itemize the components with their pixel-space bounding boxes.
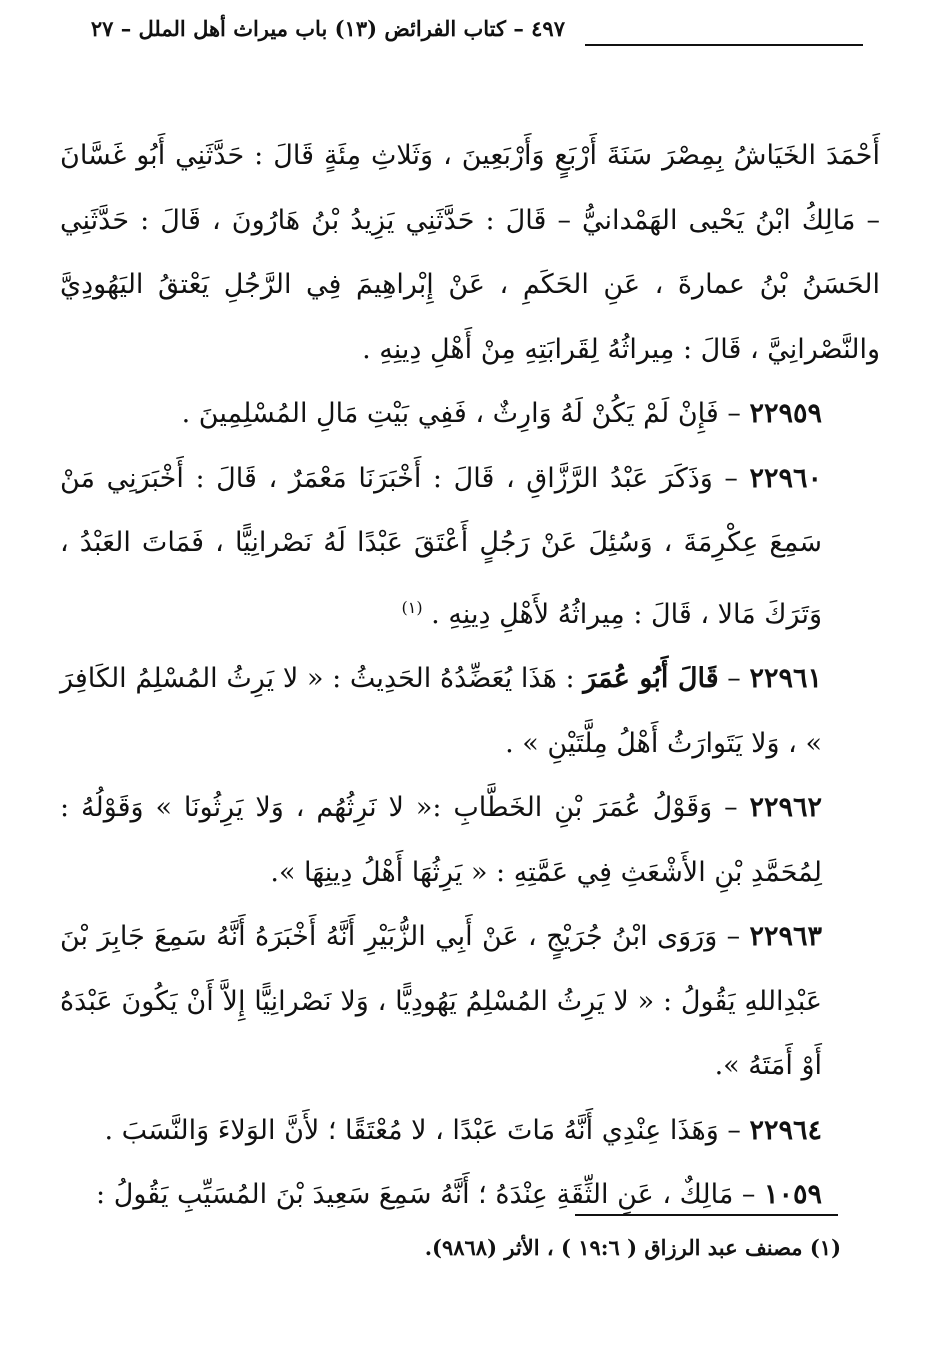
paragraph-text: وَقَوْلُ عُمَرَ بْنِ الخَطَّابِ :« لا نَرِثُهُم ، وَلا يَرِثُونَا » وَقَوْلُهُ : لِمُحَمَّدِ بْنِ الأَشْعَثِ فِي عَمَّتِهِ : « يَرِثُهَا أَهْلُ دِينِهَا ». (60, 792, 822, 888)
footnote (141, 1232, 841, 1264)
speaker-lead: قَالَ أَبُو عُمَرَ (583, 663, 719, 694)
paragraph-number: ٢٢٩٥٩ (749, 398, 822, 429)
footnote-text: (١) مصنف عبد الرزاق ( ١٩:٦ ) ، الأثر (٩٨٦٨). (424, 1235, 841, 1260)
paragraph-text: أَحْمَدَ الخَيَاشُ بِمِصْرَ سَنَةَ أَرْبَعٍ وَأَرْبَعِينَ ، وَثَلاثِ مِئَةٍ قَالَ : حَدَّثَنِي أَبُو غَسَّانَ – مَالِكُ ابْنُ يَحْيى الهَمْدانيُّ – قَالَ : حَدَّثَنِي يَزِيدُ بْنُ هَارُونَ ، قَالَ : حَدَّثَنِي الحَسَنُ بْنُ عمارةَ ، عَنِ الحَكَمِ ، عَنْ إِبْراهِيمَ فِي الرَّجُلِ يَعْتقُ اليَهُودِيَّ والنَّصْرانِيَّ ، قَالَ : مِيراثُهُ لِقَرابَتِهِ مِنْ أَهْلِ دِينِهِ . (60, 140, 880, 365)
paragraph-number: ١٠٥٩ (763, 1179, 822, 1210)
paragraph-number: ٢٢٩٦٣ (749, 921, 822, 952)
paragraph-22963: ٢٢٩٦٣ – وَرَوَى ابْنُ جُرَيْجٍ ، عَنْ أَبِي الزُّبَيْرِ أَنَّهُ أَخْبَرَهُ أَنَّهُ سَمِعَ جَابِرَ بْنَ عَبْدِاللهِ يَقُولُ : « لا يَرِثُ المُسْلِمُ يَهُودِيًّا ، وَلا نَصْرانِيًّا إِلاَّ أَنْ يَكُونَ عَبْدَهُ أَوْ أَمَتَهُ ». (60, 921, 822, 1081)
paragraph-continuation (60, 124, 880, 382)
main-text (60, 124, 880, 1228)
paragraph-number: ٢٢٩٦٢ (749, 792, 822, 823)
paragraph-22959: ٢٢٩٥٩ – فَإِنْ لَمْ يَكُنْ لَهُ وَارِثٌ ، فَفِي بَيْتِ مَالِ المُسْلِمِينَ . (181, 398, 822, 429)
paragraph-text: فَإِنْ لَمْ يَكُنْ لَهُ وَارِثٌ ، فَفِي بَيْتِ مَالِ المُسْلِمِينَ . (181, 398, 719, 429)
paragraph-22964: ٢٢٩٦٤ – وَهَذَا عِنْدِي أَنَّهُ مَاتَ عَبْدًا ، لا مُعْتَقًا ؛ لأَنَّ الوَلاءَ وَالنَّسَبَ . (104, 1114, 822, 1146)
paragraph-number: ٢٢٩٦١ (749, 663, 822, 694)
footnote-rule (575, 1214, 838, 1216)
paragraph-text: مَالِكٌ ، عَنِ الثِّقَةِ عِنْدَهُ ؛ أَنَّهُ سَمِعَ سَعِيدَ بْنَ المُسَيِّبِ يَقُولُ : (96, 1179, 734, 1210)
paragraph-22961: ٢٢٩٦١ – قَالَ أَبُو عُمَرَ : هَذَا يُعَضِّدُهُ الحَدِيثُ : « لا يَرِثُ المُسْلِمُ الكَافِرَ » ، وَلا يَتَوارَثُ أَهْلُ مِلَّتَيْنِ » . (60, 663, 822, 759)
paragraph-number: ٢٢٩٦٤ (749, 1114, 822, 1146)
paragraph-text: وَذَكَرَ عَبْدُ الرَّزَّاقِ ، قَالَ : أَخْبَرَنَا مَعْمَرٌ ، قَالَ : أَخْبَرَنِي مَنْ سَمِعَ عِكْرِمَةَ ، وَسُئِلَ عَنْ رَجُلٍ أَعْتَقَ عَبْدًا لَهُ نَصْرانِيًّا ، فَمَاتَ العَبْدُ ، وَتَرَكَ مَالا ، قَالَ : مِيراثُهُ لأَهْلِ دِينِهِ . (60, 462, 822, 630)
paragraph-22960: ٢٢٩٦٠ – وَذَكَرَ عَبْدُ الرَّزَّاقِ ، قَالَ : أَخْبَرَنَا مَعْمَرٌ ، قَالَ : أَخْبَرَنِي مَنْ سَمِعَ عِكْرِمَةَ ، وَسُئِلَ عَنْ رَجُلٍ أَعْتَقَ عَبْدًا لَهُ نَصْرانِيًّا ، فَمَاتَ العَبْدُ ، وَتَرَكَ مَالا ، قَالَ : مِيراثُهُ لأَهْلِ دِينِهِ . $^{(١)}$ (60, 462, 822, 630)
footnote-reference: (١) (401, 597, 423, 617)
running-header (45, 14, 565, 44)
running-title: ٤٩٧ – كتاب الفرائض (١٣) باب ميراث أهل الملل – ٢٧ (90, 16, 565, 41)
paragraph-1059: ١٠٥٩ – مَالِكٌ ، عَنِ الثِّقَةِ عِنْدَهُ ؛ أَنَّهُ سَمِعَ سَعِيدَ بْنَ المُسَيِّبِ يَقُولُ : (96, 1179, 822, 1210)
paragraph-text: وَرَوَى ابْنُ جُرَيْجٍ ، عَنْ أَبِي الزُّبَيْرِ أَنَّهُ أَخْبَرَهُ أَنَّهُ سَمِعَ جَابِرَ بْنَ عَبْدِاللهِ يَقُولُ : « لا يَرِثُ المُسْلِمُ يَهُودِيًّا ، وَلا نَصْرانِيًّا إِلاَّ أَنْ يَكُونَ عَبْدَهُ أَوْ أَمَتَهُ ». (60, 921, 822, 1081)
paragraph-number: ٢٢٩٦٠ (749, 462, 822, 494)
paragraph-22962: ٢٢٩٦٢ – وَقَوْلُ عُمَرَ بْنِ الخَطَّابِ :« لا نَرِثُهُم ، وَلا يَرِثُونَا » وَقَوْلُهُ : لِمُحَمَّدِ بْنِ الأَشْعَثِ فِي عَمَّتِهِ : « يَرِثُهَا أَهْلُ دِينِهَا ». (60, 792, 822, 888)
paragraph-text: وَهَذَا عِنْدِي أَنَّهُ مَاتَ عَبْدًا ، لا مُعْتَقًا ؛ لأَنَّ الوَلاءَ وَالنَّسَبَ . (104, 1114, 719, 1146)
paragraph-text: : هَذَا يُعَضِّدُهُ الحَدِيثُ : « لا يَرِثُ المُسْلِمُ الكَافِرَ » ، وَلا يَتَوارَثُ أَهْلُ مِلَّتَيْنِ » . (60, 663, 822, 759)
header-rule (585, 44, 863, 46)
